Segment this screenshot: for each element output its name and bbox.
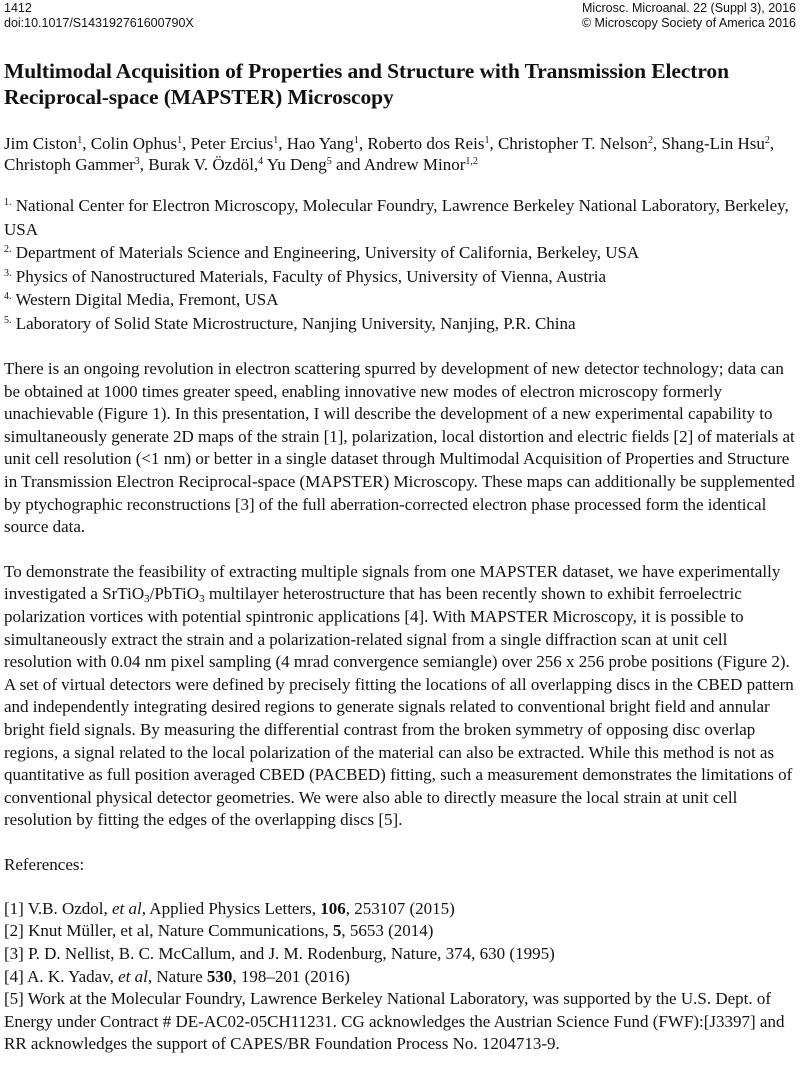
header-right (582, 1, 796, 31)
doi: doi:10.1017/S143192761600790X (4, 16, 194, 30)
reference-item: [1] V.B. Ozdol, et al, Applied Physics Letters, 106, 253107 (2015) (4, 898, 455, 918)
reference-item: [2] Knut Müller, et al, Nature Communications, 5, 5653 (2014) (4, 921, 434, 941)
reference-item: [3] P. D. Nellist, B. C. McCallum, and J. M. Rodenburg, Nature, 374, 630 (1995) (4, 944, 555, 964)
author: Colin Ophus$^1$, (90, 134, 191, 153)
author: Hao Yang$^1$, (286, 134, 368, 153)
page-number: 1412 (4, 1, 32, 15)
affiliation-list (4, 194, 798, 335)
author: Peter Ercius$^1$, (190, 134, 287, 153)
author: Burak V. Özdöl,$^4$ (148, 155, 264, 174)
paper-body (4, 58, 798, 1056)
affiliation: $^{1.}$ National Center for Electron Microscopy, Molecular Foundry, Lawrence Berkeley National Laboratory, Berkeley, USA (4, 196, 789, 239)
affiliation: $^{3.}$ Physics of Nanostructured Materials, Faculty of Physics, University of Vienna, Austria (4, 266, 607, 286)
author: Shang-Lin Hsu$^2$, (661, 134, 775, 153)
journal-citation: Microsc. Microanal. 22 (Suppl 3), 2016 (582, 1, 796, 15)
reference-item: [5] Work at the Molecular Foundry, Lawrence Berkeley National Laboratory, was supported by the U.S. Dept. of Energy under Contract # DE-AC02-05CH11231. CG acknowledges the Austrian Science Fund (FWF):[J3397] and RR acknowledges the support of CAPES/BR Foundation Process No. 1204713-9. (4, 989, 785, 1054)
reference-list (4, 898, 798, 1056)
author: Christopher T. Nelson$^2$, (497, 134, 662, 153)
references-heading: References: (4, 854, 85, 874)
body-paragraph-2: To demonstrate the feasibility of extracting multiple signals from one MAPSTER dataset, we have experimentally investigated a SrTiO$_3$/PbTiO$_3$ multilayer heterostructure that has been recently shown to exhibit ferroelectric polarization vortices with potential spintronic applications [4]. With MAPSTER Microscopy, it is possible to simultaneously extract the strain and a polarization-related signal from a single diffraction scan at unit cell resolution with 0.04 nm pixel sampling (4 mrad convergence semiangle) over 256 x 256 probe positions (Figure 2). A set of virtual detectors were defined by precisely fitting the locations of all overlapping discs in the CBED pattern and independently integrating desired regions to generate signals related to conventional bright field and annular bright field signals. By measuring the differential contrast from the broken symmetry of opposing disc overlap regions, a signal related to the local polarization of the material can also be extracted. While this method is not as quantitative as full position averaged CBED (PACBED) fitting, such a measurement demonstrates the limitations of conventional physical detector geometries. We were also able to directly measure the local strain at unit cell resolution by fitting the edges of the overlapping discs [5]. (4, 561, 794, 830)
author: Yu Deng$^5$ and (266, 155, 364, 174)
copyright: © Microscopy Society of America 2016 (581, 16, 796, 30)
affiliation: $^{4.}$ Western Digital Media, Fremont, USA (4, 290, 279, 309)
body-paragraph-1: There is an ongoing revolution in electron scattering spurred by development of new detector technology; data can be obtained at 1000 times greater speed, enabling innovative new modes of electron microscopy formerly unachievable (Figure 1). In this presentation, I will describe the development of a new experimental capability to simultaneously generate 2D maps of the strain [1], polarization, local distortion and electric fields [2] of materials at unit cell resolution (<1 nm) or better in a single dataset through Multimodal Acquisition of Properties and Structure in Transmission Electron Reciprocal-space (MAPSTER) Microscopy. These maps can additionally be supplemented by ptychographic reconstructions [3] of the full aberration-corrected electron phase processed form the identical source data. (4, 359, 795, 537)
running-header (0, 0, 800, 34)
author-list (4, 133, 798, 175)
author: Andrew Minor$^{1,2}$ (363, 155, 478, 174)
header-left (4, 1, 194, 31)
affiliation: $^{2.}$ Department of Materials Science and Engineering, University of California, Berkeley, USA (4, 243, 640, 262)
reference-item: [4] A. K. Yadav, et al, Nature 530, 198–201 (2016) (4, 966, 350, 986)
author: Christoph Gammer$^3$, (4, 155, 149, 174)
author: Jim Ciston$^1$, (4, 134, 91, 153)
paper-title: Multimodal Acquisition of Properties and Structure with Transmission Electron Reciprocal-space (MAPSTER) Microscopy (4, 59, 729, 109)
author: Roberto dos Reis$^1$, (367, 134, 498, 153)
affiliation: $^{5.}$ Laboratory of Solid State Microstructure, Nanjing University, Nanjing, P.R. China (4, 313, 576, 333)
